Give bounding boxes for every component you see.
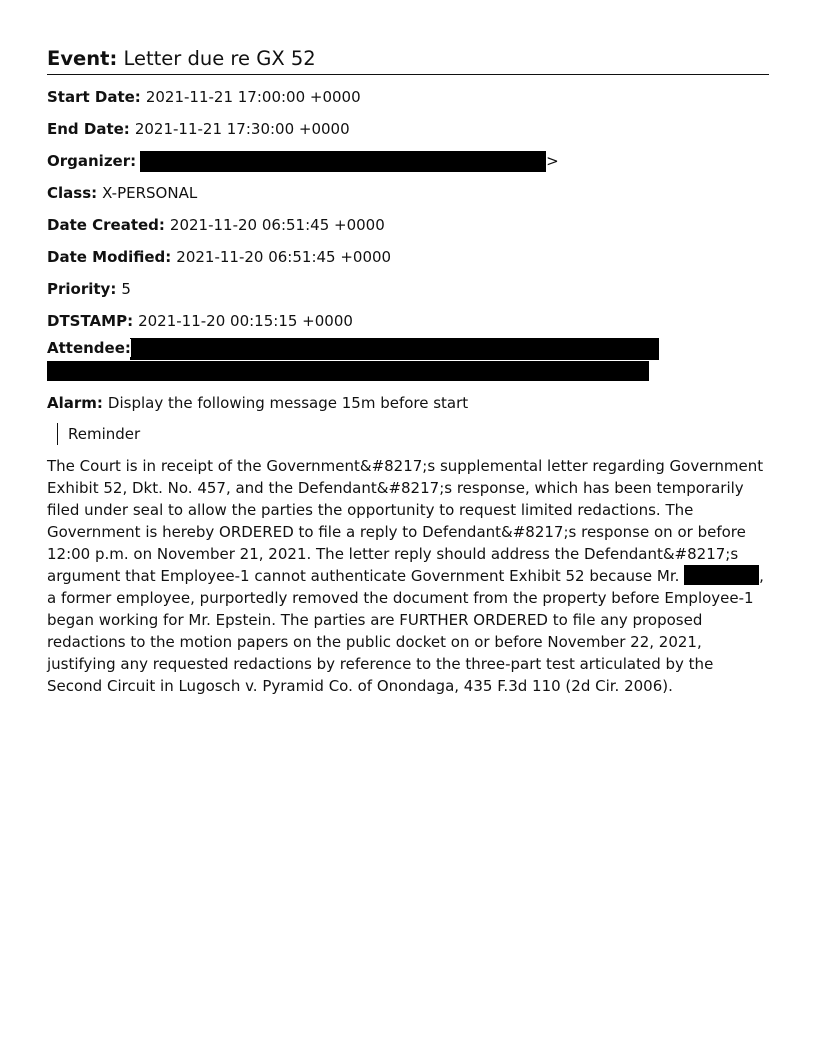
priority-field bbox=[47, 273, 769, 305]
start-date-value: 2021-11-21 17:00:00 +0000 bbox=[145, 88, 361, 106]
description-part2: , a former employee, purportedly removed the document from the property before Employee-1 began working for Mr. Epstein. The parties are FURTHER ORDERED to file any proposed redactions to the motion papers on the public docket on or before November 22, 2021, justifying any requested redactions by reference to the three-part test articulated by the Second Circuit in Lugosch v. Pyramid Co. of Onondaga, 435 F.3d 110 (2d Cir. 2006). bbox=[47, 567, 764, 695]
dtstamp-field bbox=[47, 305, 769, 337]
organizer-suffix: > bbox=[546, 152, 559, 170]
start-date-label: Start Date: bbox=[47, 88, 141, 106]
organizer-label: Organizer: bbox=[47, 152, 137, 170]
start-date-field bbox=[47, 81, 769, 113]
calendar-event-page bbox=[47, 44, 769, 697]
attendee-redaction-line2 bbox=[47, 361, 649, 381]
attendee-redaction-line1 bbox=[130, 338, 659, 360]
priority-label: Priority: bbox=[47, 280, 117, 298]
date-modified-value: 2021-11-20 06:51:45 +0000 bbox=[176, 248, 392, 266]
reminder-quote: Reminder bbox=[57, 423, 769, 445]
alarm-label: Alarm: bbox=[47, 394, 103, 412]
dtstamp-value: 2021-11-20 00:15:15 +0000 bbox=[138, 312, 353, 330]
attendee-field bbox=[47, 337, 769, 391]
priority-value: 5 bbox=[121, 280, 131, 298]
event-description bbox=[47, 455, 769, 697]
event-label: Event: bbox=[47, 47, 118, 70]
attendee-label: Attendee: bbox=[47, 339, 131, 357]
class-field bbox=[47, 177, 769, 209]
date-created-value: 2021-11-20 06:51:45 +0000 bbox=[169, 216, 385, 234]
alarm-field bbox=[47, 391, 769, 415]
event-title bbox=[47, 44, 769, 75]
date-created-field bbox=[47, 209, 769, 241]
dtstamp-label: DTSTAMP: bbox=[47, 312, 134, 330]
alarm-value: Display the following message 15m before start bbox=[107, 394, 469, 412]
end-date-label: End Date: bbox=[47, 120, 130, 138]
description-part1: The Court is in receipt of the Government&#8217;s supplemental letter regarding Government Exhibit 52, Dkt. No. 457, and the Defendant&#8217;s response, which has been temporarily filed under seal to allow the parties the opportunity to request limited redactions. The Government is hereby ORDERED to file a reply to Defendant&#8217;s response on or before 12:00 p.m. on November 21, 2021. The letter reply should address the Defendant&#8217;s argument that Employee-1 cannot authenticate Government Exhibit 52 because Mr. bbox=[47, 457, 764, 585]
organizer-redaction bbox=[140, 151, 546, 172]
date-modified-label: Date Modified: bbox=[47, 248, 172, 266]
end-date-value: 2021-11-21 17:30:00 +0000 bbox=[134, 120, 350, 138]
date-created-label: Date Created: bbox=[47, 216, 165, 234]
end-date-field bbox=[47, 113, 769, 145]
class-label: Class: bbox=[47, 184, 98, 202]
date-modified-field bbox=[47, 241, 769, 273]
event-title-text: Letter due re GX 52 bbox=[123, 47, 316, 70]
class-value: X-PERSONAL bbox=[102, 184, 198, 202]
organizer-field bbox=[47, 145, 769, 177]
description-name-redaction bbox=[684, 565, 759, 585]
